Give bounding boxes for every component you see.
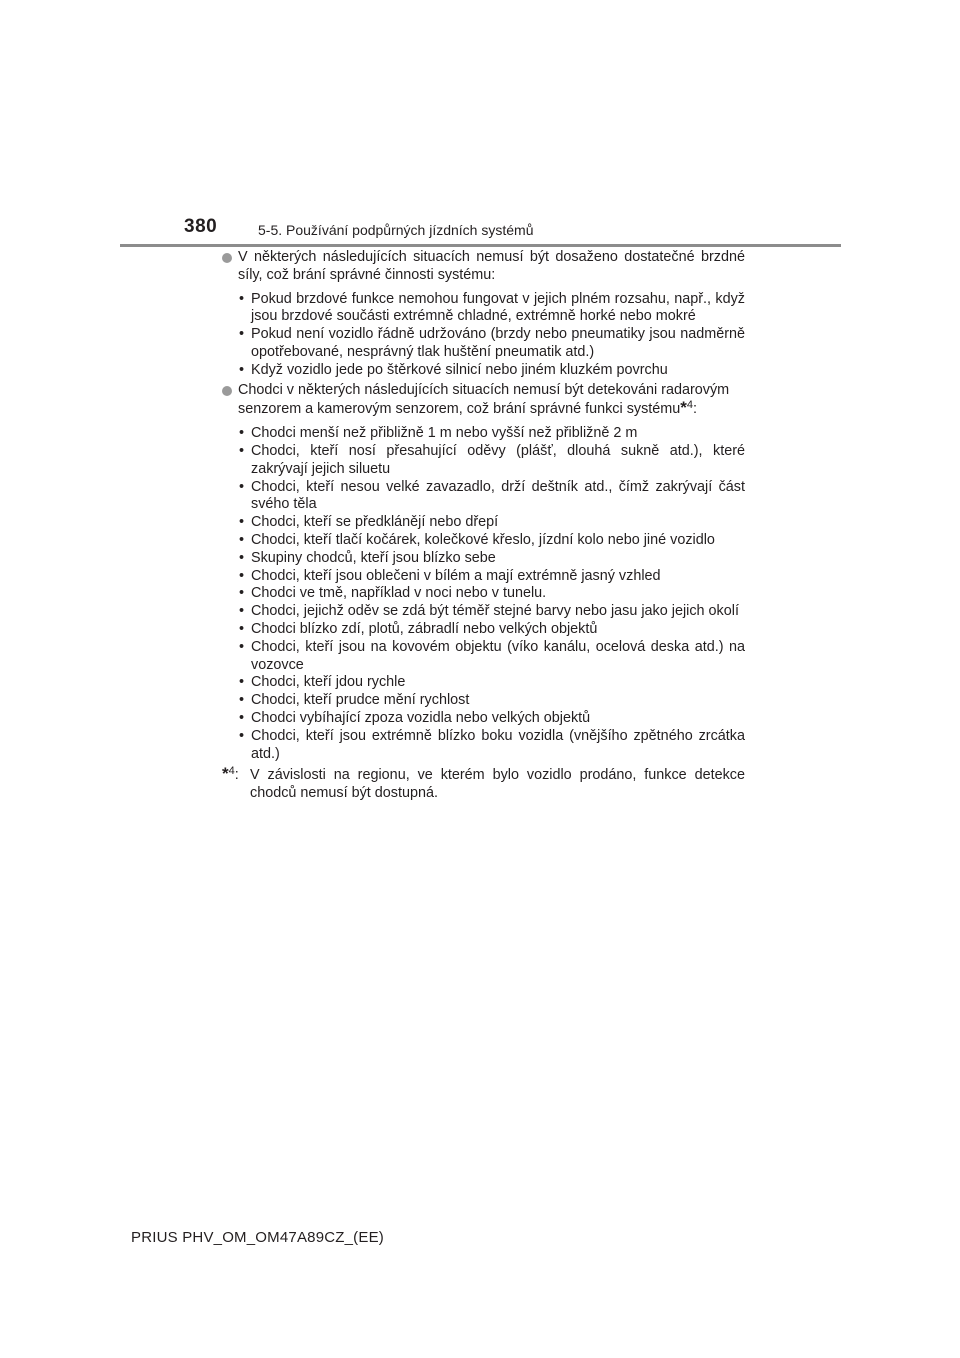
page-content — [222, 249, 745, 803]
list-item: • Chodci vybíhající zpoza vozidla nebo velkých objektů — [238, 710, 745, 728]
list-item: • Chodci, jejichž oděv se zdá být téměř stejné barvy nebo jasu jako jejich okolí — [238, 603, 745, 621]
list-item: • Chodci, kteří nesou velké zavazadlo, drží deštník atd., čímž zakrývají část svého těla — [238, 479, 745, 515]
bullet-dot-icon — [222, 386, 232, 396]
list-item: • Chodci, kteří se předklánějí nebo dřepí — [238, 514, 745, 532]
list-item: • Chodci, kteří jsou extrémně blízko boku vozidla (vnějšího zpětného zrcátka atd.) — [238, 728, 745, 764]
bullet-braking-force — [222, 249, 745, 285]
list-item: • Chodci, kteří jsou na kovovém objektu (víko kanálu, ocelová deska atd.) na vozovce — [238, 639, 745, 675]
list-item: • Skupiny chodců, kteří jsou blízko sebe — [238, 550, 745, 568]
footnote-star: * — [680, 398, 687, 418]
list-item: • Chodci menší než přibližně 1 m nebo vyšší než přibližně 2 m — [238, 425, 745, 443]
pedestrian-conditions-list — [222, 425, 745, 763]
list-item: • Chodci ve tmě, například v noci nebo v tunelu. — [238, 585, 745, 603]
footnote-marker — [222, 764, 239, 785]
bullet-dot-icon — [222, 253, 232, 263]
section-title: 5-5. Používání podpůrných jízdních systémů — [258, 222, 534, 238]
list-item: • Pokud není vozidlo řádně udržováno (brzdy nebo pneumatiky jsou nadměrně opotřebované, nesprávný tlak huštění pneumatik atd.) — [238, 326, 745, 362]
list-item: • Chodci, kteří jsou oblečeni v bílém a mají extrémně jasný vzhled — [238, 568, 745, 586]
footnote-number: 4 — [228, 765, 235, 778]
footnote-text: V závislosti na regionu, ve kterém bylo vozidlo prodáno, funkce detekce chodců nemusí být dostupná. — [250, 767, 745, 802]
bullet-text-line2: senzorem a kamerovým senzorem, což brání správné funkci systému — [238, 401, 681, 418]
list-item: • Když vozidlo jede po štěrkové silnicí nebo jiném kluzkém povrchu — [238, 362, 745, 380]
footnote-ref: 4 — [686, 399, 694, 412]
footnote-separator: : — [234, 767, 239, 784]
list-item: • Chodci blízko zdí, plotů, zábradlí nebo velkých objektů — [238, 621, 745, 639]
header-rule — [120, 244, 841, 247]
footnote — [222, 764, 745, 803]
list-item: • Chodci, kteří nosí přesahující oděvy (plášť, dlouhá sukně atd.), které zakrývají jejich siluetu — [238, 443, 745, 479]
bullet-text-line1: Chodci v některých následujících situacích nemusí být detekováni radarovým — [238, 381, 730, 398]
bullet-text-suffix: : — [693, 401, 698, 418]
braking-conditions-list — [222, 291, 745, 380]
page-number: 380 — [184, 216, 218, 237]
list-item: • Chodci, kteří prudce mění rychlost — [238, 692, 745, 710]
bullet-text-line2-wrap — [238, 398, 745, 419]
document-code: PRIUS PHV_OM_OM47A89CZ_(EE) — [131, 1229, 384, 1246]
bullet-text: V některých následujících situacích nemusí být dosaženo dostatečné brzdné síly, což brání správné činnosti systému: — [238, 249, 745, 283]
bullet-pedestrian-detection — [222, 382, 745, 420]
footnote-star: * — [222, 764, 229, 784]
list-item: • Chodci, kteří tlačí kočárek, kolečkové křeslo, jízdní kolo nebo jiné vozidlo — [238, 532, 745, 550]
list-item: • Chodci, kteří jdou rychle — [238, 674, 745, 692]
list-item: • Pokud brzdové funkce nemohou fungovat v jejich plném rozsahu, např., když jsou brzdové součásti extrémně chladné, extrémně horké nebo mokré — [238, 291, 745, 327]
